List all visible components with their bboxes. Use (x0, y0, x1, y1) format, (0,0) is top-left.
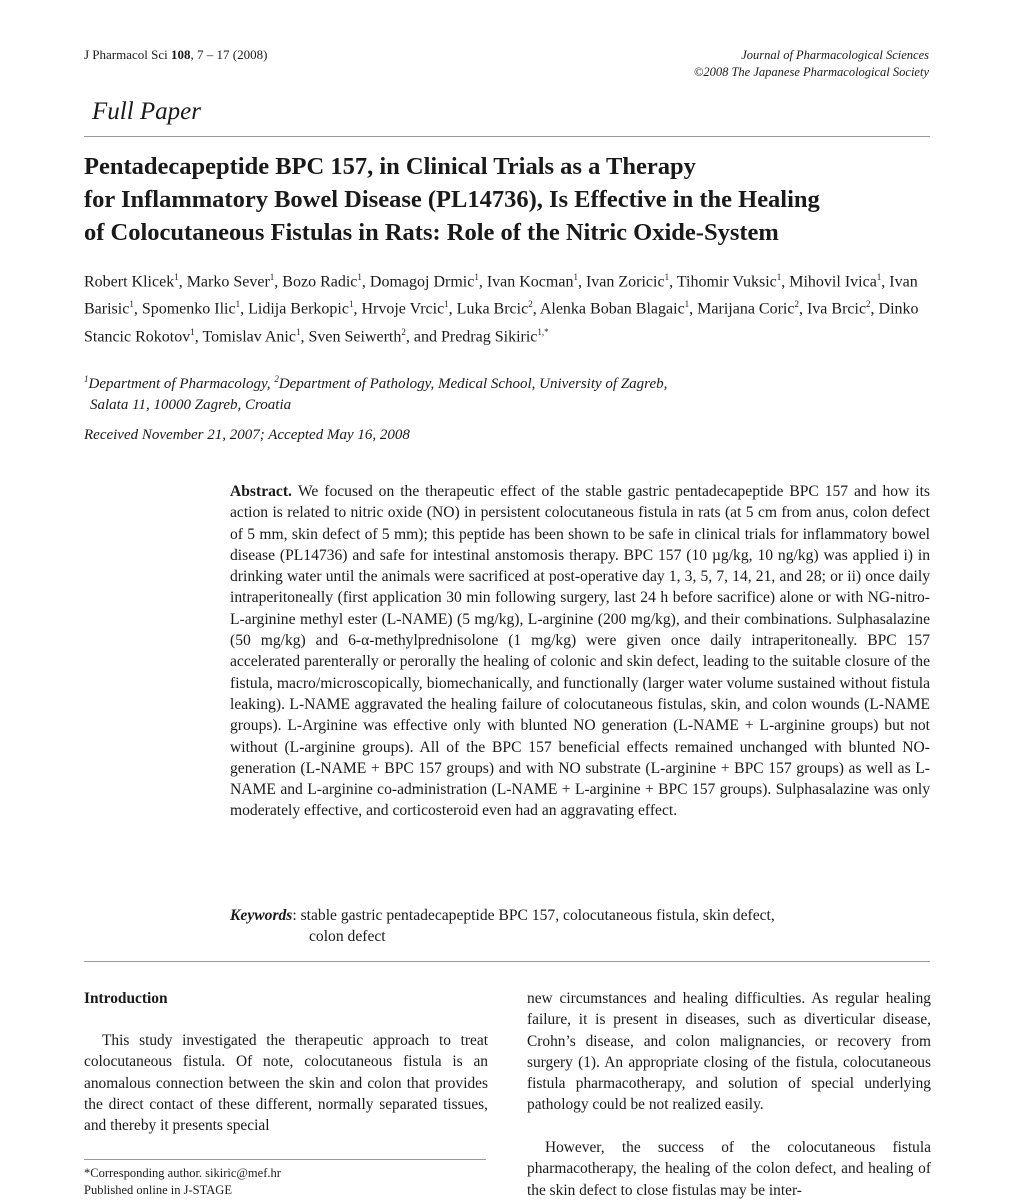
paper-title (84, 150, 934, 249)
author-affil-marker: 1 (174, 272, 179, 282)
author-affil-marker: 1 (684, 299, 690, 310)
author-affil-marker: 1 (474, 272, 479, 282)
author-name: Bozo Radic (282, 273, 358, 291)
author-affil-marker: 2 (401, 326, 406, 337)
author-affil-marker: 1 (573, 272, 578, 282)
author-separator: , (689, 300, 698, 318)
citation-prefix: J Pharmacol Sci (84, 47, 168, 62)
author-separator: , (881, 273, 890, 291)
author-name: Robert Klicek (84, 273, 175, 291)
affil-address: Salata 11, 10000 Zagreb, Croatia (90, 397, 292, 413)
author-name: Iva Brcic (806, 300, 867, 318)
author-separator: , (781, 273, 790, 291)
author-name: Hrvoje Vrcic (361, 300, 445, 318)
author-separator: , (133, 300, 142, 318)
author-affil-marker: 1 (444, 299, 449, 310)
author-list (84, 266, 944, 348)
intro-paragraph-right: new circumstances and healing difficulties. As regular healing failure, it is present in diseases, such as diverticular disease, Crohn’s disease, and colon malignancies, or recovery from surgery (1). An appropriate closing of the fistula, colocutaneous fistula pharmacotherapy, and solution of special underlying pathology could be not realized easily. (527, 990, 931, 1114)
author-affil-marker: 1 (357, 272, 362, 282)
author-separator: , (577, 273, 586, 291)
title-line: Pentadecapeptide BPC 157, in Clinical Trials as a Therapy (84, 153, 696, 180)
intro-paragraph: This study investigated the therapeutic approach to treat colocutaneous fistula. Of note, colocutaneous fistula is an anomalous connection between the skin and colon that provides the direct contact of these different, normally separated tissues, and thereby it presents special (84, 1032, 488, 1135)
author-separator: , (274, 273, 283, 291)
author-name: Spomenko Ilic (141, 300, 236, 318)
author-separator: , (870, 300, 879, 318)
citation-pages: , 7 – 17 (2008) (190, 47, 268, 62)
journal-header (694, 47, 929, 81)
author-separator: , (353, 300, 362, 318)
affil-marker: 1 (84, 374, 89, 384)
keywords (230, 905, 930, 948)
intro-paragraph-right-2: However, the success of the colocutaneous fistula pharmacotherapy, the healing of the colon defect, and healing of the skin defect to close fistulas may be inter- (527, 1139, 931, 1199)
author-affil-marker: 1 (664, 272, 670, 282)
author-name: Ivan Barisic (84, 273, 918, 318)
author-affil-marker: 2 (794, 299, 799, 310)
author-separator: , (178, 273, 187, 291)
affil-dept-2: Department of Pathology, Medical School, University of Zagreb, (278, 376, 668, 392)
author-affil-marker: 1 (348, 299, 354, 310)
keywords-label: Keywords (230, 907, 293, 924)
author-separator: , (194, 327, 203, 345)
author-affil-marker: 1 (269, 272, 275, 282)
author-separator: , and (405, 327, 441, 345)
received-dates: Received November 21, 2007; Accepted May 16, 2008 (84, 427, 410, 443)
author-name: Ivan Zoricic (585, 273, 665, 291)
section-heading-introduction: Introduction (84, 990, 168, 1007)
author-separator: , (300, 327, 309, 345)
author-affil-marker: 2 (528, 299, 533, 310)
title-line: for Inflammatory Bowel Disease (PL14736), Is Effective in the Healing (84, 186, 820, 213)
author-affil-marker: 2 (866, 299, 871, 310)
author-affil-marker: 1 (776, 272, 782, 282)
author-name: Ivan Kocman (486, 273, 574, 291)
author-separator: , (240, 300, 249, 318)
author-affil-marker: 1 (129, 299, 134, 310)
citation-line (84, 47, 267, 63)
journal-name: Journal of Pharmacological Sciences (741, 48, 929, 62)
author-affil-marker: 1 (190, 326, 195, 337)
author-name: Predrag Sikiric (440, 327, 538, 345)
abstract-rule (84, 961, 930, 962)
footnote-rule (84, 1159, 486, 1160)
keywords-text-cont: colon defect (309, 928, 386, 946)
author-affil-marker: 1 (295, 326, 301, 337)
volume-number: 108 (171, 47, 191, 62)
author-name: Marijana Coric (697, 300, 795, 318)
corresponding-author: *Corresponding author. sikiric@mef.hr (84, 1166, 281, 1180)
affil-marker: 2 (274, 374, 279, 384)
author-separator: , (532, 300, 540, 318)
author-name: Tihomir Vuksic (676, 273, 777, 291)
section-label: Full Paper (92, 98, 202, 125)
abstract (230, 481, 930, 822)
author-name: Lidija Berkopic (248, 300, 349, 318)
author-name: Luka Brcic (456, 300, 529, 318)
author-name: Tomislav Anic (202, 327, 296, 345)
copyright-line: ©2008 The Japanese Pharmacological Society (693, 65, 929, 79)
author-separator: , (448, 300, 457, 318)
header-rule (84, 136, 930, 137)
author-separator: , (478, 273, 487, 291)
author-separator: , (669, 273, 677, 291)
author-name: Marko Sever (186, 273, 270, 291)
author-name: Domagoj Drmic (369, 273, 475, 291)
abstract-label: Abstract. (230, 483, 292, 500)
published-online: Published online in J-STAGE (84, 1183, 232, 1197)
author-name: Sven Seiwerth (308, 327, 402, 345)
author-name: Alenka Boban Blagaic (539, 300, 685, 318)
author-name: Mihovil Ivica (789, 273, 877, 291)
author-name: Dinko Stancic Rokotov (84, 300, 919, 345)
title-line: of Colocutaneous Fistulas in Rats: Role of the Nitric Oxide-System (84, 219, 779, 246)
author-separator: , (798, 300, 807, 318)
affiliations (84, 369, 944, 416)
affil-dept-1: Department of Pharmacology, (88, 376, 275, 392)
footnote (84, 1165, 281, 1199)
author-affil-marker: 1 (235, 299, 241, 310)
keywords-text: : stable gastric pentadecapeptide BPC 157, colocutaneous fistula, skin defect, (292, 907, 775, 924)
abstract-body: We focused on the therapeutic effect of the stable gastric pentadecapeptide BPC 157 and how its action is related to nitric oxide (NO) in persistent colocutaneous fistula in rats (at 5 cm from anus, colon defect of 5 mm, skin defect of 5 mm); this peptide has been shown to be safe in clinical trials for inflammatory bowel disease (PL14736) and safe for intestinal anstomosis therapy. BPC 157 (10 µg/kg, 10 ng/kg) was applied i) in drinking water until the animals were sacrificed at post-operative day 1, 3, 5, 7, 14, 21, and 28; or ii) once daily intraperitoneally (first application 30 min following surgery, last 24 h before sacrifice) alone or with NG-nitro-L-arginine methyl ester (L-NAME) (5 mg/kg), L-arginine (200 mg/kg), and their combinations. Sulphasalazine (50 mg/kg) and 6-α-methylprednisolone (1 mg/kg) were given once daily intraperitoneally. BPC 157 accelerated parenterally or perorally the healing of colonic and skin defect, leading to the suitable closure of the fistula, macro/microscopically, biomechanically, and functionally (larger water volume sustained without fistula leaking). L-NAME aggravated the healing failure of colocutaneous fistulas, skin, and colon wounds (L-NAME groups). L-Arginine was effective only with blunted NO generation (L-NAME + L-arginine groups) but not without (L-arginine groups). All of the BPC 157 beneficial effects remained unchanged with blunted NO-generation (L-NAME + BPC 157 groups) and with NO substrate (L-arginine + BPC 157 groups) as well as L-NAME and L-arginine co-administration (L-NAME + L-arginine + BPC 157 groups). Sulphasalazine was only moderately effective, and corticosteroid even had an aggravating effect. (230, 483, 930, 820)
author-separator: , (361, 273, 370, 291)
author-affil-marker: 1 (876, 272, 882, 282)
author-affil-marker: 1,* (537, 326, 549, 337)
